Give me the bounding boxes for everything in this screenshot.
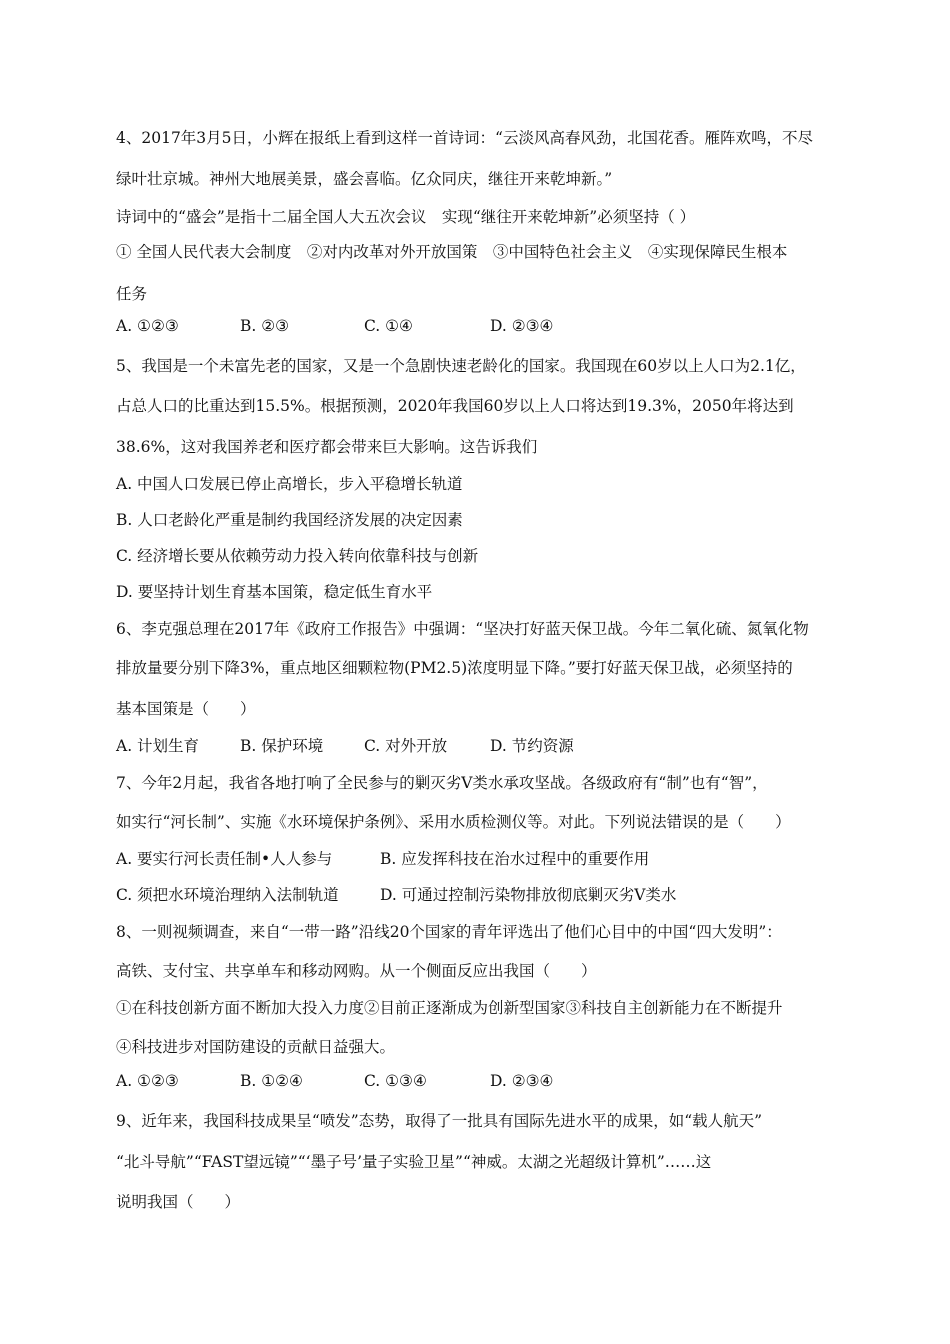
q4-option-d: D. ②③④ bbox=[490, 317, 554, 335]
q4-choice-line-1: ① 全国人民代表大会制度 ②对内改革对外开放国策 ③中国特色社会主义 ④实现保障民生根本 bbox=[116, 243, 788, 261]
q5-option-b: B. 人口老龄化严重是制约我国经济发展的决定因素 bbox=[116, 511, 463, 529]
q5-option-d: D. 要坚持计划生育基本国策，稳定低生育水平 bbox=[116, 583, 433, 601]
q4-option-c: C. ①④ bbox=[364, 317, 413, 335]
q5-stem-line-1: 5、我国是一个未富先老的国家，又是一个急剧快速老龄化的国家。我国现在60岁以上人口为2.1亿， bbox=[116, 357, 806, 375]
q7-stem-line-1: 7、今年2月起，我省各地打响了全民参与的剿灭劣Ⅴ类水承攻坚战。各级政府有“制”也有“智”， bbox=[116, 774, 768, 792]
q9-stem-line-1: 9、近年来，我国科技成果呈“喷发”态势，取得了一批具有国际先进水平的成果，如“载人航天” bbox=[116, 1112, 763, 1130]
q8-option-a: A. ①②③ bbox=[116, 1072, 179, 1090]
q4-stem-line-3: 诗词中的“盛会”是指十二届全国人大五次会议 实现“继往开来乾坤新”必须坚持（ ） bbox=[116, 208, 696, 226]
q7-stem-line-2: 如实行“河长制”、实施《水环境保护条例》、采用水质检测仪等。对此。下列说法错误的是（ ） bbox=[116, 813, 791, 831]
q7-option-c: C. 须把水环境治理纳入法制轨道 bbox=[116, 886, 339, 904]
q5-stem-line-3: 38.6%，这对我国养老和医疗都会带来巨大影响。这告诉我们 bbox=[116, 438, 538, 456]
q4-option-b: B. ②③ bbox=[240, 317, 290, 335]
q4-stem-line-1: 4、2017年3月5日，小辉在报纸上看到这样一首诗词：“云淡风高春风劲，北国花香。雁阵欢鸣，不尽 bbox=[116, 129, 813, 147]
q4-option-a: A. ①②③ bbox=[116, 317, 179, 335]
q8-option-d: D. ②③④ bbox=[490, 1072, 554, 1090]
q6-stem-line-2: 排放量要分别下降3%，重点地区细颗粒物(PM2.5)浓度明显下降。”要打好蓝天保卫战，必须坚持的 bbox=[116, 659, 793, 677]
q4-stem-line-2: 绿叶壮京城。神州大地展美景，盛会喜临。亿众同庆，继往开来乾坤新。” bbox=[116, 170, 613, 188]
q7-option-b: B. 应发挥科技在治水过程中的重要作用 bbox=[380, 850, 650, 868]
q5-option-a: A. 中国人口发展已停止高增长，步入平稳增长轨道 bbox=[116, 475, 463, 493]
q7-option-d: D. 可通过控制污染物排放彻底剿灭劣Ⅴ类水 bbox=[380, 886, 677, 904]
q6-option-b: B. 保护环境 bbox=[240, 737, 324, 755]
q8-option-c: C. ①③④ bbox=[364, 1072, 427, 1090]
q8-choice-line-1: ①在科技创新方面不断加大投入力度②目前正逐渐成为创新型国家③科技自主创新能力在不断提升 bbox=[116, 999, 783, 1017]
q9-stem-line-3: 说明我国（ ） bbox=[116, 1193, 241, 1211]
q6-stem-line-3: 基本国策是（ ） bbox=[116, 700, 256, 718]
q4-choice-line-2: 任务 bbox=[116, 285, 148, 303]
q8-stem-line-1: 8、一则视频调查，来自“一带一路”沿线20个国家的青年评选出了他们心目中的中国“四大发明”： bbox=[116, 923, 782, 941]
q9-stem-line-2: “北斗导航”“FAST望远镜”“‘墨子号’量子实验卫星”“神威。太湖之光超级计算机”……这 bbox=[116, 1153, 712, 1171]
q8-choice-line-2: ④科技进步对国防建设的贡献日益强大。 bbox=[116, 1038, 396, 1056]
q8-stem-line-2: 高铁、支付宝、共享单车和移动网购。从一个侧面反应出我国（ ） bbox=[116, 962, 597, 980]
q6-option-a: A. 计划生育 bbox=[116, 737, 200, 755]
q5-stem-line-2: 占总人口的比重达到15.5%。根据预测，2020年我国60岁以上人口将达到19.3%，2050年将达到 bbox=[116, 397, 794, 415]
q6-option-c: C. 对外开放 bbox=[364, 737, 448, 755]
q7-option-a: A. 要实行河长责任制•人人参与 bbox=[116, 850, 333, 868]
q6-stem-line-1: 6、李克强总理在2017年《政府工作报告》中强调：“坚决打好蓝天保卫战。今年二氧化硫、氮氧化物 bbox=[116, 620, 809, 638]
q5-option-c: C. 经济增长要从依赖劳动力投入转向依靠科技与创新 bbox=[116, 547, 479, 565]
q8-option-b: B. ①②④ bbox=[240, 1072, 303, 1090]
q6-option-d: D. 节约资源 bbox=[490, 737, 574, 755]
